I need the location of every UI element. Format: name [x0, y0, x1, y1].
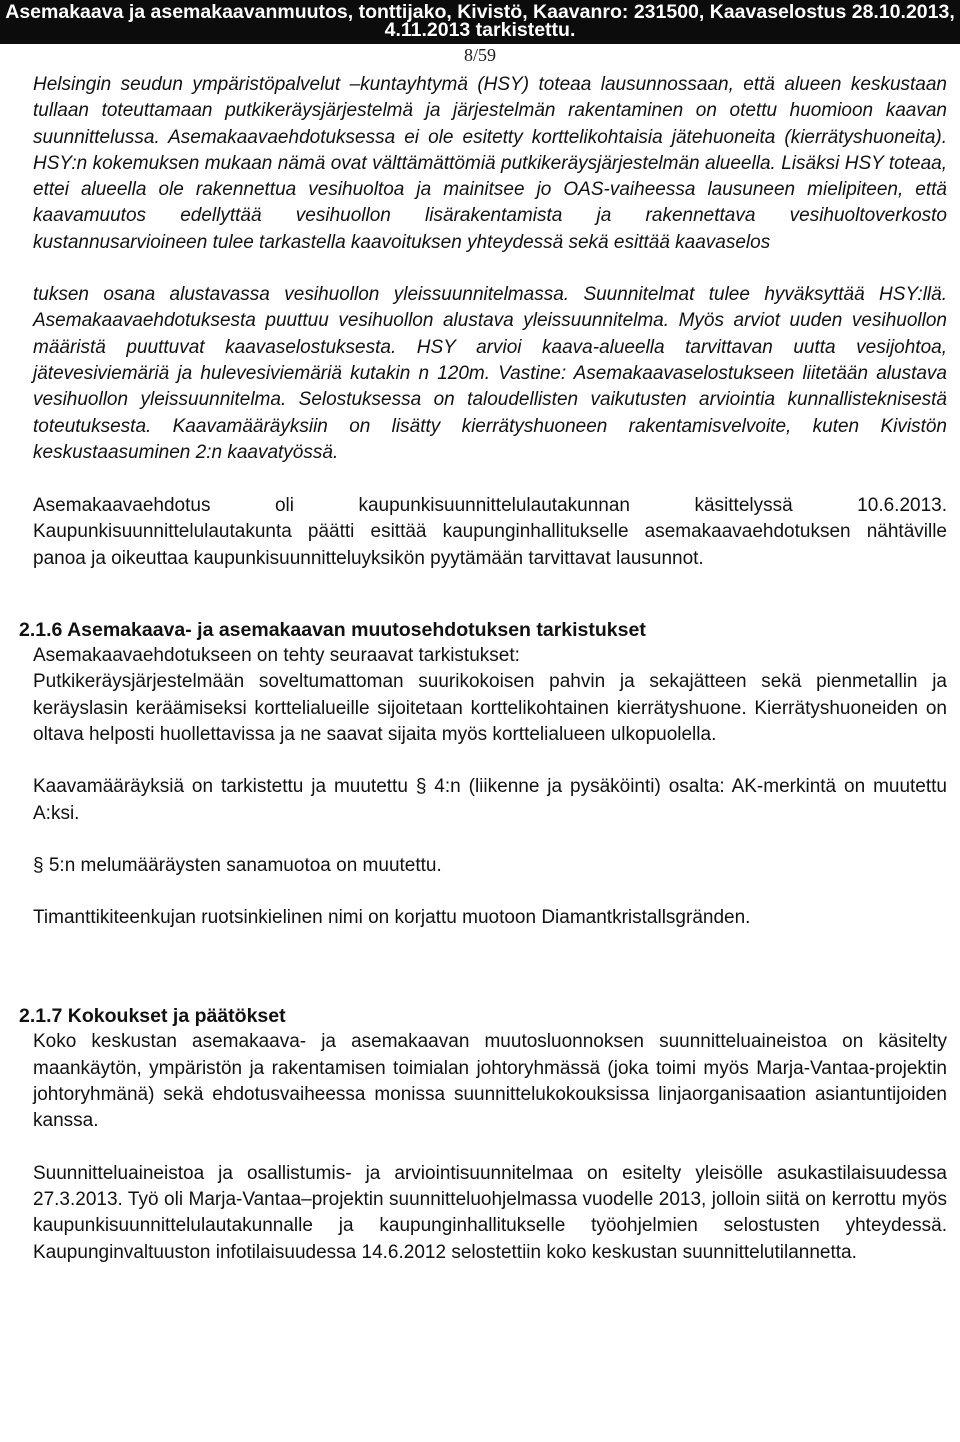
header-title-line-2: 4.11.2013 tarkistettu. — [384, 19, 576, 41]
section-216-heading: 2.1.6 Asemakaava- ja asemakaavan muutosehdotuksen tarkistukset — [19, 619, 646, 642]
hsy-statement-continued: tuksen osana alustavassa vesihuollon yleissuunnitelmassa. Suunnitelmat tulee hyväksyttää HSY:llä. Asemakaavaehdotuksesta puuttuu vesihuollon alustava yleissuunnitelma. Myös arviot uuden vesihuollon määristä puuttuvat kaavaselostuksesta. HSY arvioi kaava-alueella tarvittavan uutta vesijohtoa, jätevesiviemäriä ja hulevesiviemäriä kutakin n 120m. Vastine: Asemakaavaselostukseen liitetään alustava vesihuollon yleissuunnitelma. Selostuksessa on taloudellisten vaikutusten arviointia kunnallisteknisestä toteutuksesta. Kaavamääräyksiin on lisätty kierrätyshuoneen rakentamisvelvoite, kuten Kivistön keskustaasuminen 2:n kaavatyössä. — [33, 284, 947, 463]
section-symbol-icon: § — [33, 854, 44, 876]
hsy-statement-paragraph: Helsingin seudun ympäristöpalvelut –kuntayhtymä (HSY) toteaa lausunnossaan, että alueen keskustaan tullaan toteuttamaan putkikeräysjärjestelmä ja järjestelmän rakentaminen on otettu huomioon kaavan suunnittelussa. Asemakaavaehdotuksessa ei ole esitetty korttelikohtaisia jätehuoneita (kierrätyshuoneita). HSY:n kokemuksen mukaan nämä ovat välttämättömiä putkikeräysjärjestelmän alueella. Lisäksi HSY toteaa, ettei alueella ole rakennettua vesihuoltoa ja mainitsee jo OAS-vaiheessa lausuneen mielipiteen, että kaavamuutos edellyttää vesihuollon lisärakentamista ja rakennettava vesihuoltoverkosto kustannusarvioineen tulee tarkastella kaavoituksen yhteydessä sekä esittää kaavaselos — [33, 74, 947, 253]
revision-noise-text: 5:n melumääräysten sanamuotoa on muutettu. — [48, 854, 442, 876]
page-body — [19, 72, 947, 1266]
section-symbol-icon: § — [415, 776, 427, 798]
revision-recycling-room: Putkikeräysjärjestelmään soveltumattoman suurikokoisen pahvin ja sekajätteen sekä pienmetallin ja keräyslasin keräämiseksi korttelialueille sijoitetaan korttelikohtainen kierrätyshuone. Kierrätyshuoneiden on oltava helposti huollettavissa ja ne saavat sijaita myös korttelialueen ulkopuolella. — [33, 671, 947, 745]
document-header — [0, 0, 960, 44]
revision-traffic-text-before: Kaavamääräyksiä on tarkistettu ja muutettu — [33, 776, 416, 798]
revisions-intro: Asemakaavaehdotukseen on tehty seuraavat tarkistukset: — [33, 645, 520, 667]
section-217-heading: 2.1.7 Kokoukset ja päätökset — [19, 1005, 286, 1028]
presentation-paragraph: Suunnitteluaineistoa ja osallistumis- ja arviointisuunnitelmaa on esitelty yleisölle asukastilaisuudessa 27.3.2013. Työ oli Marja-Vantaa–projektin suunnitteluohjelmassa vuodelle 2013, jolloin siitä on kerrottu myös kaupunkisuunnittelulautakunnalle ja kaupunginhallitukselle työohjelmien selostusten yhteydessä. Kaupunginvaltuuston infotilaisuudessa 14.6.2012 selostettiin koko keskustan suunnittelutilannetta. — [33, 1162, 947, 1263]
revision-traffic-parking — [33, 774, 947, 827]
page-number: 8/59 — [463, 45, 496, 65]
header-title-line-1: Asemakaava ja asemakaavanmuutos, tonttijako, Kivistö, Kaavanro: 231500, Kaavaselostus 28.10.2013, — [5, 1, 955, 23]
revision-noise-regulations — [33, 853, 947, 879]
meetings-paragraph: Koko keskustan asemakaava- ja asemakaavan muutosluonnoksen suunnitteluaineistoa on käsitelty maankäytön, ympäristön ja rakentamisen toimialan johtoryhmässä (joka toimi myös Marja-Vantaa-projektin johtoryhmänä) sekä ehdotusvaiheessa monissa suunnittelukokouksissa linjaorganisaation asiantuntijoiden kanssa. — [33, 1031, 947, 1132]
revision-traffic-text-after: 4:n (liikenne ja pysäköinti) osalta: AK-merkintä on muutettu A:ksi. — [33, 776, 947, 824]
revision-street-name: Timanttikiteenkujan ruotsinkielinen nimi on korjattu muotoon Diamantkristallsgränden. — [33, 907, 751, 929]
board-decision-paragraph: Asemakaavaehdotus oli kaupunkisuunnittelulautakunnan käsittelyssä 10.6.2013. Kaupunkisuunnittelulautakunta päätti esittää kaupunginhallitukselle asemakaavaehdotuksen nähtäville panoa ja oikeuttaa kaupunkisuunnitteluyksikön pyytämään tarvittavat lausunnot. — [33, 495, 947, 569]
